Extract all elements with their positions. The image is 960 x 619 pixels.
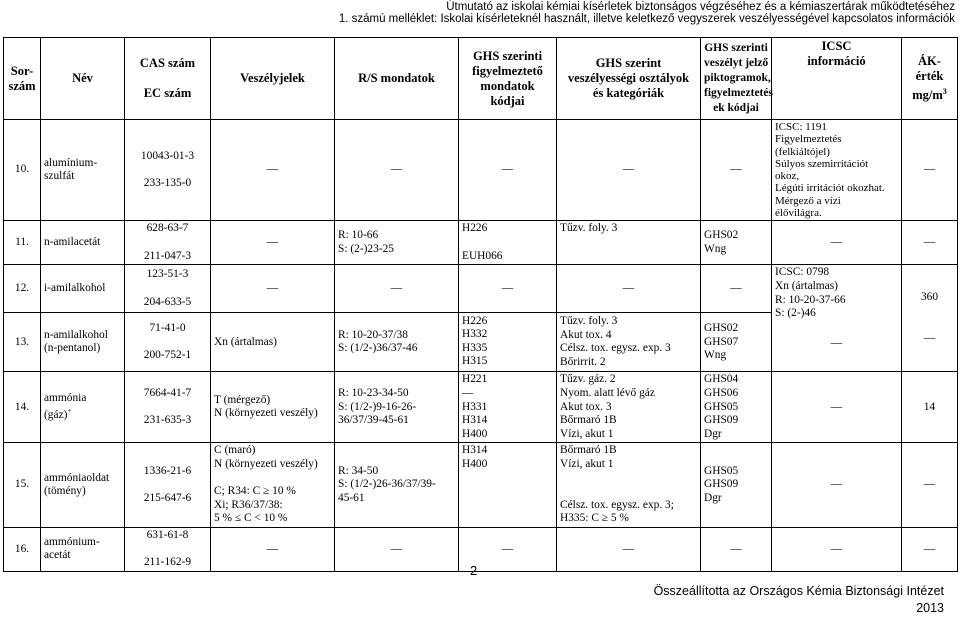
hazard-symbols: T (mérgező) N (környezeti veszély): [211, 372, 335, 443]
ghs-h-codes: —: [459, 120, 557, 221]
table-row: [4, 527, 958, 571]
ghs-pictograms: GHS05 GHS09 Dgr: [701, 443, 772, 528]
table-row: [4, 443, 958, 528]
ghs-pictograms: —: [701, 265, 772, 313]
row-number: 10.: [4, 120, 41, 221]
icsc-info: —: [772, 443, 902, 528]
hazard-symbols: —: [211, 265, 335, 313]
ak-value: —: [902, 443, 958, 528]
chemical-name: ammóniaoldat (tömény): [41, 443, 125, 528]
ghs-h-codes: H226 EUH066: [459, 221, 557, 265]
rs-phrases: —: [335, 265, 459, 313]
col-header-sorszam: Sor- szám: [4, 38, 41, 120]
document-header-subtitle: 1. számú melléklet: Iskolai kísérleteknél használt, illetve keletkező vegyszerek veszélyességével kapcsolatos információk: [338, 13, 955, 25]
icsc-info: —: [772, 527, 902, 571]
ghs-h-codes: H221 — H331 H314 H400: [459, 372, 557, 443]
cas-ec: 631-61-8 211-162-9: [125, 527, 211, 571]
page-number: 2: [470, 563, 478, 578]
ghs-pictograms: —: [701, 120, 772, 221]
row-number: 16.: [4, 527, 41, 571]
ghs-classes: —: [557, 265, 701, 313]
icsc-info: ICSC: 0798 Xn (ártalmas) R: 10-20-37-66 S: (2-)46 —: [772, 265, 902, 372]
ak-value: —: [902, 221, 958, 265]
cas-ec: 71-41-0 200-752-1: [125, 313, 211, 372]
ghs-h-codes: —: [459, 265, 557, 313]
row-number: 12.: [4, 265, 41, 313]
table-row: [4, 265, 958, 313]
chemical-name: i-amilalkohol: [41, 265, 125, 313]
row-number: 13.: [4, 313, 41, 372]
ghs-classes: Bőrmaró 1B Vízi, akut 1 Célsz. tox. egysz. exp. 3; H335: C ≥ 5 %: [557, 443, 701, 528]
col-header-ak: ÁK- érték $mg/m^3$: [902, 38, 958, 120]
ghs-classes: Tűzv. foly. 3: [557, 221, 701, 265]
chemical-name: n-amilalkohol (n-pentanol): [41, 313, 125, 372]
table-row: [4, 372, 958, 443]
hazard-symbols: —: [211, 120, 335, 221]
ghs-classes: Tűzv. gáz. 2 Nyom. alatt lévő gáz Akut tox. 3 Bőrmaró 1B Vízi, akut 1: [557, 372, 701, 443]
document-header-title: Útmutató az iskolai kémiai kísérletek biztonságos végzéséhez és a kémiaszertárak működtetéséhez: [446, 1, 955, 13]
ghs-pictograms: GHS02 Wng: [701, 221, 772, 265]
col-header-nev: Név: [41, 38, 125, 120]
chemical-name: alumínium- szulfát: [41, 120, 125, 221]
chemical-name: ammónia (gáz)+: [41, 372, 125, 443]
ak-value: —: [902, 120, 958, 221]
ghs-pictograms: GHS04 GHS06 GHS05 GHS09 Dgr: [701, 372, 772, 443]
ak-value: 14: [902, 372, 958, 443]
cas-ec: 1336-21-6 215-647-6: [125, 443, 211, 528]
row-number: 15.: [4, 443, 41, 528]
cas-ec: 123-51-3 204-633-5: [125, 265, 211, 313]
footer-author: Összeállította az Országos Kémia Biztonsági Intézet: [653, 584, 944, 598]
ghs-h-codes: H314 H400: [459, 443, 557, 528]
hazard-symbols: C (maró) N (környezeti veszély) C; R34: C ≥ 10 % Xi; R36/37/38: 5 % ≤ C < 10 %: [211, 443, 335, 528]
ghs-classes: Tűzv. foly. 3 Akut tox. 4 Célsz. tox. egysz. exp. 3 Bőrirrit. 2: [557, 313, 701, 372]
icsc-info: —: [772, 372, 902, 443]
rs-phrases: R: 34-50 S: (1/2-)26-36/37/39- 45-61: [335, 443, 459, 528]
table-row: [4, 221, 958, 265]
cas-ec: 10043-01-3 233-135-0: [125, 120, 211, 221]
chemical-name: ammónium- acetát: [41, 527, 125, 571]
hazard-symbols: —: [211, 221, 335, 265]
col-header-icsc: ICSC információ: [772, 38, 902, 120]
ghs-classes: —: [557, 120, 701, 221]
ghs-h-codes: —: [459, 527, 557, 571]
chemical-name: n-amilacetát: [41, 221, 125, 265]
cas-ec: 628-63-7 211-047-3: [125, 221, 211, 265]
row-number: 14.: [4, 372, 41, 443]
col-header-ghs-osztalyok: GHS szerint veszélyességi osztályok és kategóriák: [557, 38, 701, 120]
rs-phrases: —: [335, 527, 459, 571]
rs-phrases: R: 10-20-37/38 S: (1/2-)36/37-46: [335, 313, 459, 372]
hazard-symbols: —: [211, 527, 335, 571]
rs-phrases: R: 10-23-34-50 S: (1/2-)9-16-26- 36/37/39-45-61: [335, 372, 459, 443]
col-header-ghs-mondatok: GHS szerinti figyelmeztető mondatok kódjai: [459, 38, 557, 120]
col-header-cas: CAS szám EC szám: [125, 38, 211, 120]
col-header-rs: R/S mondatok: [335, 38, 459, 120]
ghs-classes: —: [557, 527, 701, 571]
icsc-info: ICSC: 1191 Figyelmeztetés (felkiáltójel) Súlyos szemirritációt okoz, Légúti irritációt okozhat. Mérgező a vízi élővilágra.: [772, 120, 902, 221]
ghs-h-codes: H226 H332 H335 H315: [459, 313, 557, 372]
footer: [654, 583, 944, 617]
ghs-pictograms: —: [701, 527, 772, 571]
ghs-pictograms: GHS02 GHS07 Wng: [701, 313, 772, 372]
col-header-veszelyjelek: Veszélyjelek: [211, 38, 335, 120]
ak-value: 360 —: [902, 265, 958, 372]
footer-year: 2013: [916, 601, 944, 615]
ak-value: —: [902, 527, 958, 571]
col-header-ghs-piktogramok: GHS szerinti veszélyt jelző piktogramok, figyelmeztetés ek kódjai: [701, 38, 772, 120]
cas-ec: 7664-41-7 231-635-3: [125, 372, 211, 443]
row-number: 11.: [4, 221, 41, 265]
icsc-info: —: [772, 221, 902, 265]
hazard-symbols: Xn (ártalmas): [211, 313, 335, 372]
rs-phrases: R: 10-66 S: (2-)23-25: [335, 221, 459, 265]
rs-phrases: —: [335, 120, 459, 221]
chemicals-table: [3, 37, 958, 572]
table-row: [4, 120, 958, 221]
